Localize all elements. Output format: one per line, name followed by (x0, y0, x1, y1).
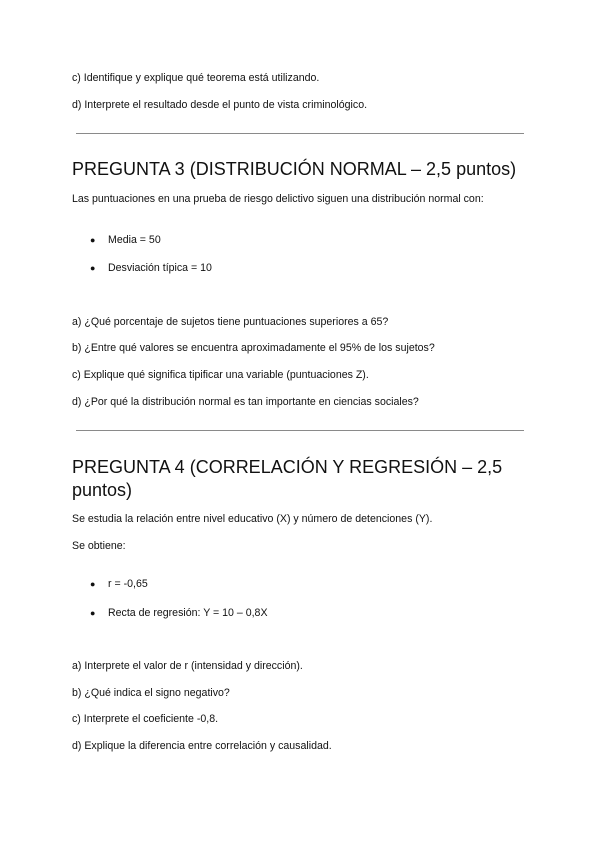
question-d-interpret: d) Interprete el resultado desde el punto de vista criminológico. (72, 99, 368, 111)
question-4-heading: PREGUNTA 4 (CORRELACIÓN Y REGRESIÓN – 2,5 puntos) (72, 457, 503, 500)
question-3-intro: Las puntuaciones en una prueba de riesgo delictivo siguen una distribución normal con: (72, 193, 484, 205)
q4-item-c: c) Interprete el coeficiente -0,8. (72, 713, 219, 725)
bullet-std-dev (90, 262, 212, 274)
bullet-regression-line (90, 607, 268, 619)
bullet-text: Recta de regresión: Y = 10 – 0,8X (108, 607, 268, 619)
bullet-icon: ● (90, 579, 96, 589)
q3-item-b: b) ¿Entre qué valores se encuentra aproximadamente el 95% de los sujetos? (72, 342, 435, 354)
q3-item-a: a) ¿Qué porcentaje de sujetos tiene puntuaciones superiores a 65? (72, 316, 389, 328)
section-divider-2 (76, 430, 524, 431)
q4-item-d: d) Explique la diferencia entre correlación y causalidad. (72, 740, 332, 752)
question-c-theorem: c) Identifique y explique qué teorema está utilizando. (72, 72, 320, 84)
bullet-text: Media = 50 (108, 234, 161, 246)
q4-item-a: a) Interprete el valor de r (intensidad y dirección). (72, 660, 303, 672)
bullet-r-value (90, 578, 148, 590)
bullet-icon: ● (90, 608, 96, 618)
q3-item-c: c) Explique qué significa tipificar una variable (puntuaciones Z). (72, 369, 369, 381)
bullet-text: Desviación típica = 10 (108, 262, 212, 274)
section-divider-1 (76, 133, 524, 134)
bullet-icon: ● (90, 263, 96, 273)
q4-item-b: b) ¿Qué indica el signo negativo? (72, 687, 230, 699)
question-4-intro-2: Se obtiene: (72, 540, 126, 552)
bullet-text: r = -0,65 (108, 578, 148, 590)
bullet-mean (90, 234, 161, 246)
question-4-intro: Se estudia la relación entre nivel educativo (X) y número de detenciones (Y). (72, 513, 433, 525)
question-3-heading: PREGUNTA 3 (DISTRIBUCIÓN NORMAL – 2,5 puntos) (72, 159, 517, 179)
bullet-icon: ● (90, 235, 96, 245)
q3-item-d: d) ¿Por qué la distribución normal es tan importante en ciencias sociales? (72, 396, 419, 408)
